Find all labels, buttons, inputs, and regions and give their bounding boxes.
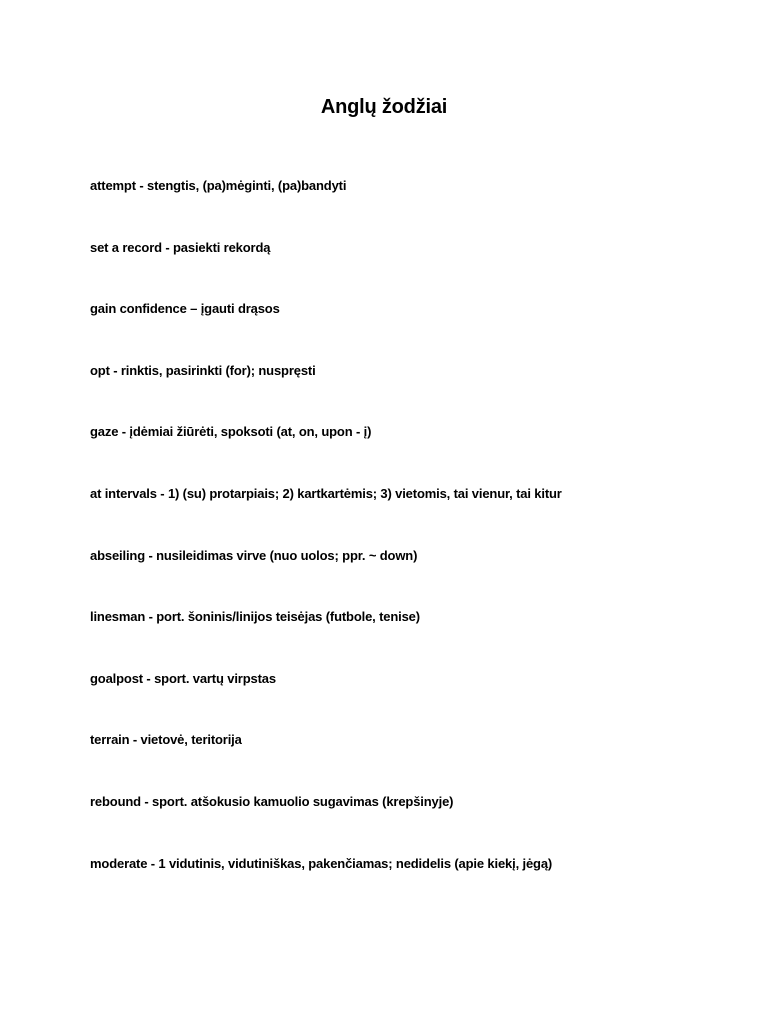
vocabulary-entry-at-intervals: at intervals - 1) (su) protarpiais; 2) kartkartėmis; 3) vietomis, tai vienur, tai kitur — [90, 485, 562, 501]
vocabulary-entry-moderate: moderate - 1 vidutinis, vidutiniškas, pakenčiamas; nedidelis (apie kiekį, jėgą) — [90, 855, 553, 871]
vocabulary-entry-abseiling: abseiling - nusileidimas virve (nuo uolos; ppr. ~ down) — [90, 547, 418, 563]
vocabulary-entry-terrain: terrain - vietovė, teritorija — [90, 732, 242, 748]
vocabulary-list — [90, 175, 750, 914]
vocabulary-entry-gain-confidence: gain confidence – įgauti drąsos — [90, 301, 280, 317]
vocabulary-entry-rebound: rebound - sport. atšokusio kamuolio sugavimas (krepšinyje) — [90, 793, 454, 809]
vocabulary-entry-linesman: linesman - port. šoninis/linijos teisėjas (futbole, tenise) — [90, 609, 420, 625]
vocabulary-entry-attempt: attempt - stengtis, (pa)mėginti, (pa)bandyti — [90, 178, 347, 193]
vocabulary-entry-opt: opt - rinktis, pasirinkti (for); nuspręsti — [90, 362, 316, 378]
vocabulary-entry-set-a-record: set a record - pasiekti rekordą — [90, 239, 271, 255]
document-title: Anglų žodžiai — [320, 96, 448, 118]
vocabulary-entry-gaze: gaze - įdėmiai žiūrėti, spoksoti (at, on, upon - į) — [90, 424, 372, 440]
vocabulary-entry-goalpost: goalpost - sport. vartų virpstas — [90, 670, 276, 686]
